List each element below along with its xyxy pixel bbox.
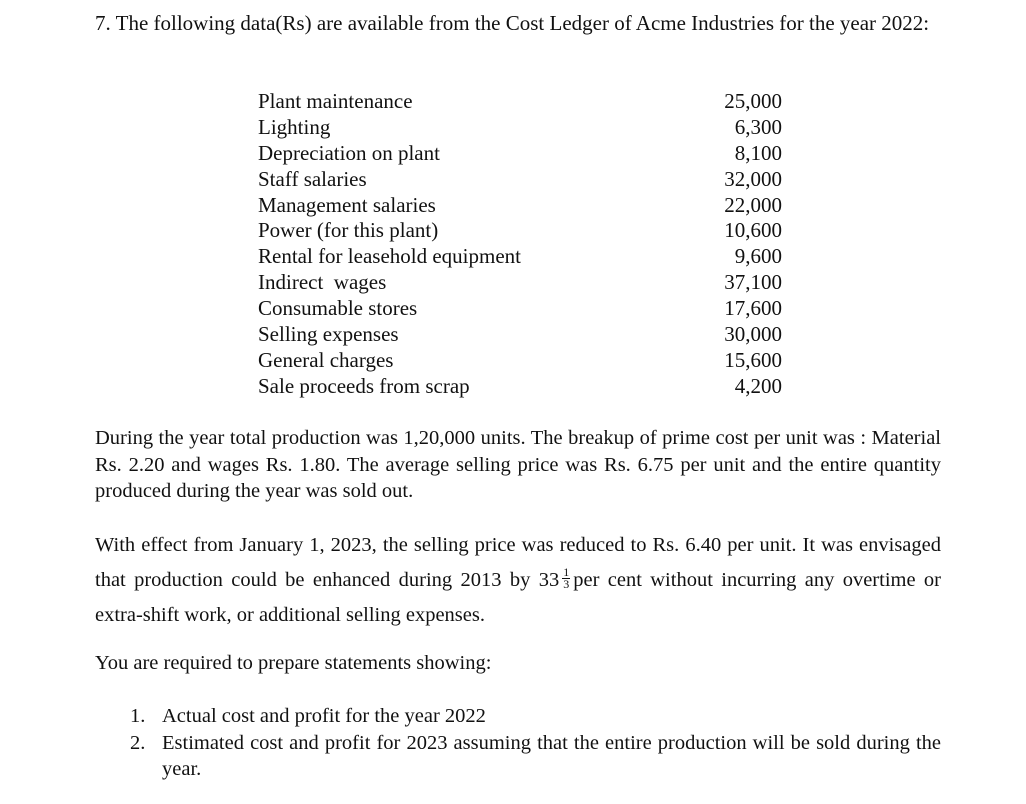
ledger-item: Power (for this plant) bbox=[258, 218, 439, 243]
ledger-item: Rental for leasehold equipment bbox=[258, 244, 522, 269]
price-change-text-continued: per cent without incurring any overtime or extra-shift work, or additional selling expenses. bbox=[95, 569, 941, 626]
ledger-item: Consumable stores bbox=[258, 296, 418, 321]
ledger-item: Plant maintenance bbox=[258, 89, 413, 113]
production-paragraph: During the year total production was 1,20,000 units. The breakup of prime cost per unit was : Material Rs. 2.20 and wages Rs. 1.80. The average selling price was Rs. 6.75 per unit and the entire quantity produced during the year was sold out. bbox=[95, 427, 941, 502]
ledger-amount: 9,600 bbox=[734, 244, 782, 269]
ledger-amount: 4,200 bbox=[734, 373, 782, 398]
question-number: 7. bbox=[95, 11, 111, 35]
ledger-row bbox=[258, 270, 782, 296]
requirement-text: Actual cost and profit for the year 2022 bbox=[162, 705, 486, 727]
ledger-row bbox=[258, 348, 782, 374]
ledger-item: Selling expenses bbox=[258, 322, 399, 347]
requirement-item bbox=[130, 730, 941, 783]
ledger-item: General charges bbox=[258, 347, 394, 372]
requirement-number: 2. bbox=[130, 731, 146, 754]
ledger-item: Indirect wages bbox=[258, 270, 387, 295]
price-change-paragraph bbox=[95, 528, 941, 633]
ledger-row bbox=[258, 322, 782, 348]
price-change-text: With effect from January 1, 2023, the selling price was reduced to Rs. 6.40 per unit. It was envisaged that production could be enhanced during 2013 by 33 bbox=[95, 534, 941, 591]
ledger-amount: 17,600 bbox=[724, 296, 782, 321]
ledger-row bbox=[258, 374, 782, 400]
ledger-amount: 10,600 bbox=[724, 218, 782, 243]
requirement-item bbox=[130, 703, 941, 730]
ledger-amount: 32,000 bbox=[724, 166, 782, 191]
question-intro: The following data(Rs) are available from the Cost Ledger of Acme Industries for the year 2022: bbox=[115, 11, 930, 35]
ledger-row bbox=[258, 115, 782, 141]
ledger-item: Sale proceeds from scrap bbox=[258, 373, 470, 398]
ledger-amount: 22,000 bbox=[724, 192, 782, 217]
ledger-amount: 37,100 bbox=[724, 270, 782, 295]
ledger-amount: 6,300 bbox=[734, 114, 782, 139]
cost-ledger-table bbox=[258, 89, 782, 400]
ledger-item: Lighting bbox=[258, 114, 331, 139]
requirement-text: Estimated cost and profit for 2023 assuming that the entire production will be sold during the year. bbox=[162, 731, 941, 780]
ledger-item: Management salaries bbox=[258, 192, 436, 217]
ledger-amount: 8,100 bbox=[734, 140, 782, 165]
ledger-row bbox=[258, 296, 782, 322]
ledger-row bbox=[258, 167, 782, 193]
ledger-row bbox=[258, 244, 782, 270]
fraction-numerator: 1 bbox=[563, 564, 570, 579]
ledger-amount: 30,000 bbox=[724, 322, 782, 347]
ledger-amount: 15,600 bbox=[724, 347, 782, 372]
requirement-number: 1. bbox=[130, 705, 146, 727]
ledger-item: Staff salaries bbox=[258, 166, 367, 191]
ledger-row bbox=[258, 89, 782, 115]
required-statement: You are required to prepare statements showing: bbox=[95, 652, 492, 674]
question-heading bbox=[95, 10, 935, 37]
fraction-denominator: 3 bbox=[563, 576, 570, 591]
ledger-amount: 25,000 bbox=[724, 89, 782, 113]
ledger-item: Depreciation on plant bbox=[258, 140, 440, 165]
requirements-list bbox=[130, 703, 941, 783]
ledger-row bbox=[258, 218, 782, 244]
one-third-fraction bbox=[562, 564, 570, 591]
ledger-row bbox=[258, 141, 782, 167]
ledger-row bbox=[258, 193, 782, 219]
